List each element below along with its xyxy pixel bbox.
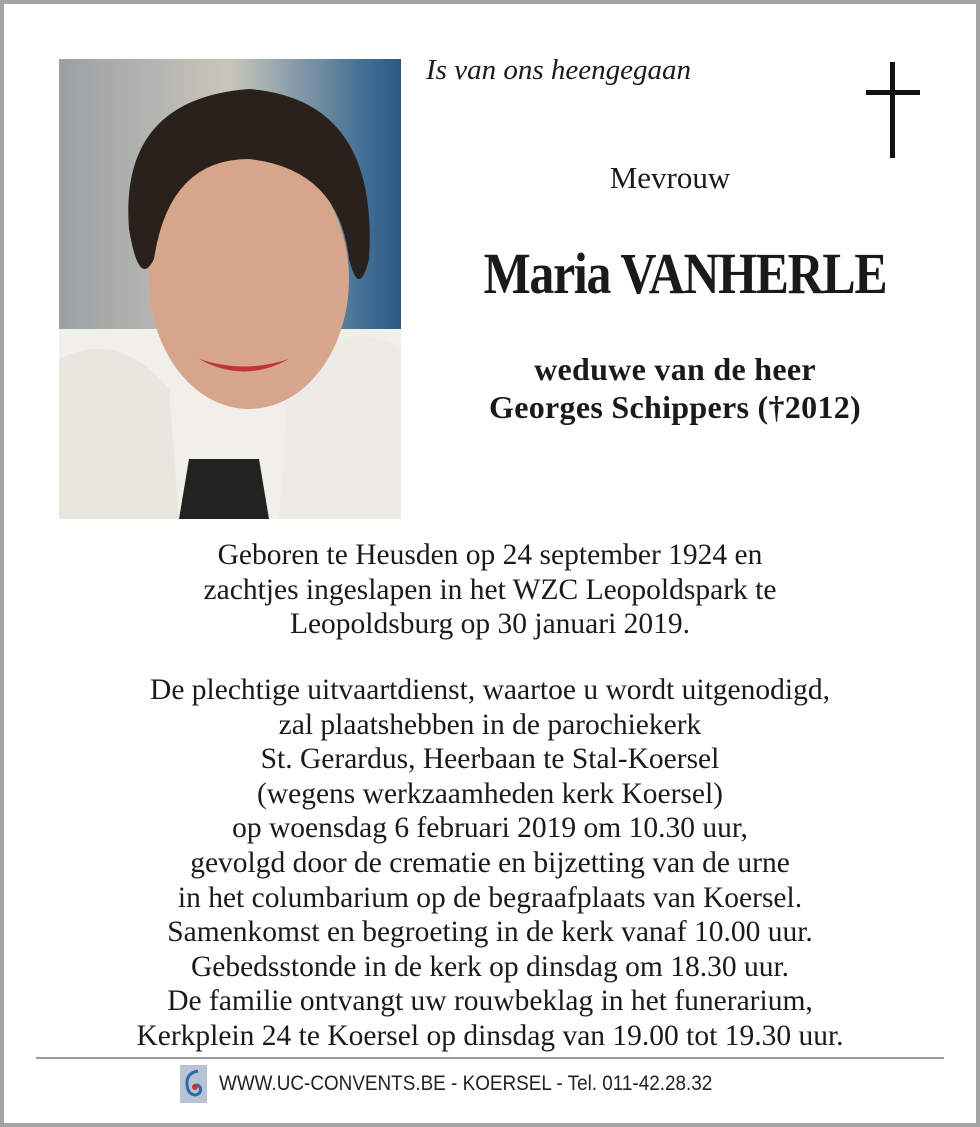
text-line: in het columbarium op de begraafplaats van Koersel. <box>177 881 803 914</box>
text-line: Kerkplein 24 te Koersel op dinsdag van 19.00 tot 19.30 uur. <box>136 1019 844 1052</box>
text-line: zachtjes ingeslapen in het WZC Leopoldspark te <box>203 573 777 606</box>
funeral-info <box>40 673 940 1054</box>
deceased-name: Maria VANHERLE <box>483 241 887 306</box>
spouse-info <box>410 350 940 426</box>
text-line: Geboren te Heusden op 24 september 1924 en <box>217 539 763 571</box>
text-line: Samenkomst en begroeting in de kerk vanaf 10.00 uur. <box>167 916 813 949</box>
text-line: De plechtige uitvaartdienst, waartoe u wordt uitgenodigd, <box>150 674 830 706</box>
footer-contact: WWW.UC-CONVENTS.BE - KOERSEL - Tel. 011-42.28.32 <box>219 1072 713 1095</box>
text-line: De familie ontvangt uw rouwbeklag in het funerarium, <box>167 985 813 1018</box>
spouse-line: weduwe van de heer <box>534 351 816 387</box>
text-line: op woensdag 6 februari 2019 om 10.30 uur, <box>232 812 748 845</box>
birth-death-info <box>40 538 940 642</box>
funeral-home-logo-icon <box>180 1065 207 1103</box>
text-line: zal plaatshebben in de parochiekerk <box>278 708 702 741</box>
cross-icon <box>866 62 920 158</box>
text-line: gevolgd door de crematie en bijzetting van de urne <box>190 846 790 879</box>
text-line: St. Gerardus, Heerbaan te Stal-Koersel <box>260 743 720 776</box>
honorific: Mevrouw <box>609 160 731 195</box>
divider <box>36 1057 944 1059</box>
footer <box>180 1064 767 1104</box>
text-line: (wegens werkzaamheden kerk Koersel) <box>256 777 724 810</box>
text-line: Leopoldsburg op 30 januari 2019. <box>289 608 691 641</box>
intro-text: Is van ons heengegaan <box>426 54 691 86</box>
spouse-name: Georges Schippers (†2012) <box>489 389 861 425</box>
text-line: Gebedsstonde in de kerk op dinsdag om 18.30 uur. <box>190 950 790 983</box>
portrait-photo <box>59 59 401 519</box>
